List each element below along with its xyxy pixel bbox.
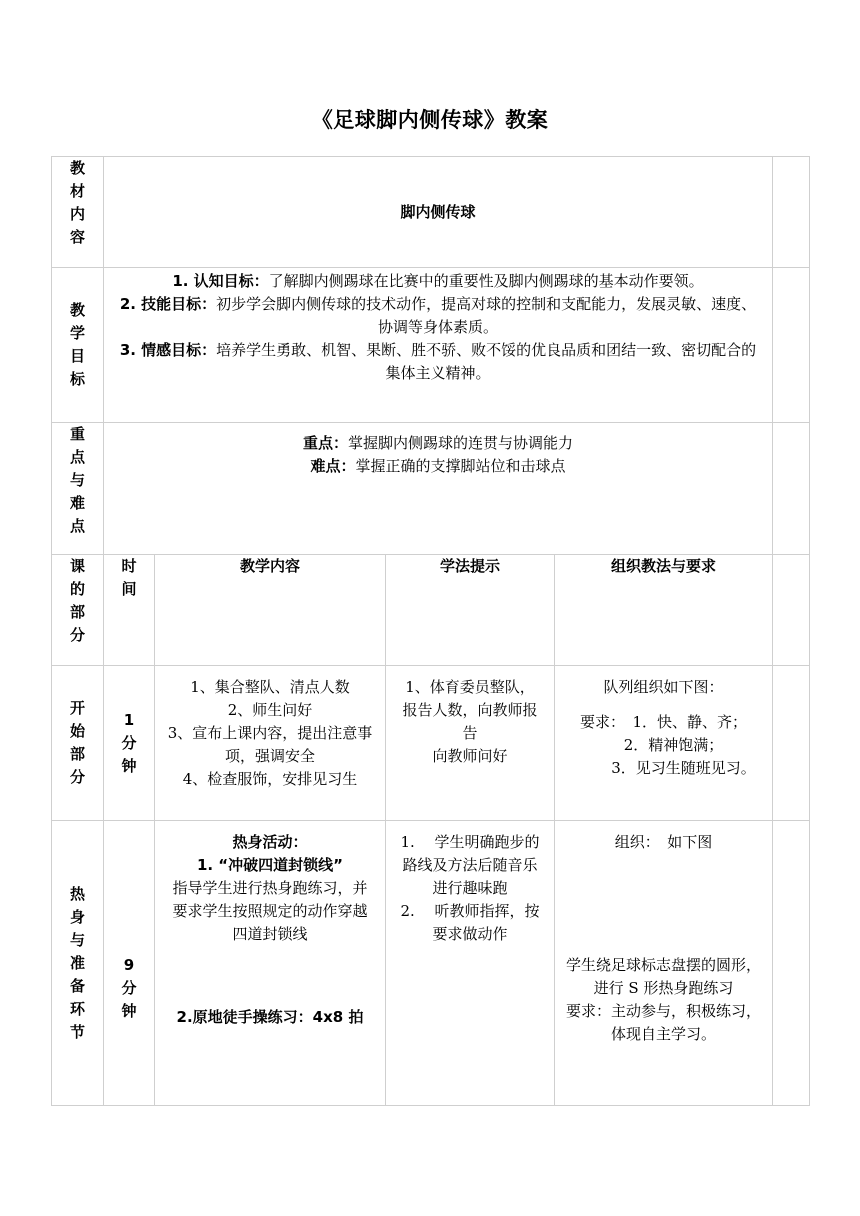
label-objectives: 教学目标 (69, 301, 85, 388)
label-material: 教材内容 (69, 159, 85, 246)
lesson-plan-table (51, 156, 810, 1106)
start-org-req-3: 3．见习生随班见习。 (611, 759, 756, 777)
start-tips-2: 向教师问好 (432, 747, 508, 765)
warmup-org-desc: 学生绕足球标志盘摆的圆形，进行 S 形热身跑练习 (566, 956, 762, 997)
warmup-tips-1: 1. 学生明确跑步的路线及方法后随音乐进行趣味跑 (400, 833, 540, 897)
header-part: 课的部分 (69, 557, 85, 644)
row-keypoints (52, 423, 810, 555)
warmup-title: 热身活动： (232, 833, 308, 851)
row-start (52, 666, 810, 821)
key-point: 重点：掌握脚内侧踢球的连贯与协调能力 (302, 434, 574, 452)
start-org-intro: 队列组织如下图： (603, 678, 724, 696)
warmup-exercise: 2.原地徒手操练习：4x8 拍 (176, 1008, 364, 1026)
row-warmup (52, 821, 810, 1106)
label-warmup: 热身与准备环节 (69, 884, 85, 1041)
material-content: 脚内侧传球 (400, 202, 476, 221)
warmup-game-name: 1. “冲破四道封锁线” (196, 856, 344, 874)
row-header (52, 555, 810, 666)
warmup-time: 9分钟 (121, 955, 137, 1020)
difficult-point: 难点：掌握正确的支撑脚站位和击球点 (310, 457, 566, 475)
warmup-org-req: 要求：主动参与，积极练习，体现自主学习。 (566, 1002, 762, 1043)
objective-cognitive: 1. 认知目标：了解脚内侧踢球在比赛中的重要性及脚内侧踢球的基本动作要领。 (172, 272, 704, 290)
header-org: 组织教法与要求 (611, 557, 717, 575)
start-org-req-1: 要求： 1．快、静、齐； (579, 713, 748, 731)
warmup-game-desc: 指导学生进行热身跑练习，并要求学生按照规定的动作穿越四道封锁线 (172, 879, 368, 943)
row-material (52, 157, 810, 268)
warmup-tips-2: 2. 听教师指挥，按要求做动作 (400, 902, 540, 943)
start-content-3: 3、宣布上课内容，提出注意事项，强调安全 (167, 724, 373, 765)
start-tips-1: 1、体育委员整队，报告人数，向教师报告 (402, 678, 538, 742)
objective-emotion: 3. 情感目标：培养学生勇敢、机智、果断、胜不骄、败不馁的优良品质和团结一致、密切配合的集体主义精神。 (119, 341, 757, 382)
header-content: 教学内容 (239, 557, 300, 575)
document-title: 《足球脚内侧传球》教案 (311, 108, 549, 132)
header-tips: 学法提示 (439, 557, 500, 575)
row-objectives (52, 268, 810, 423)
warmup-org-intro: 组织： 如下图 (614, 833, 713, 851)
start-content-2: 2、师生问好 (227, 701, 313, 719)
label-keypoints: 重点与难点 (69, 425, 85, 535)
start-time: 1分钟 (121, 710, 137, 775)
start-org-req-2: 2．精神饱满； (623, 736, 724, 754)
start-content-1: 1、集合整队、清点人数 (190, 678, 350, 696)
header-time: 时间 (121, 557, 137, 598)
objective-skill: 2. 技能目标：初步学会脚内侧传球的技术动作，提高对球的控制和支配能力，发展灵敏、速度、协调等身体素质。 (119, 295, 757, 336)
label-start: 开始部分 (69, 699, 85, 786)
start-content-4: 4、检查服饰，安排见习生 (182, 770, 358, 788)
